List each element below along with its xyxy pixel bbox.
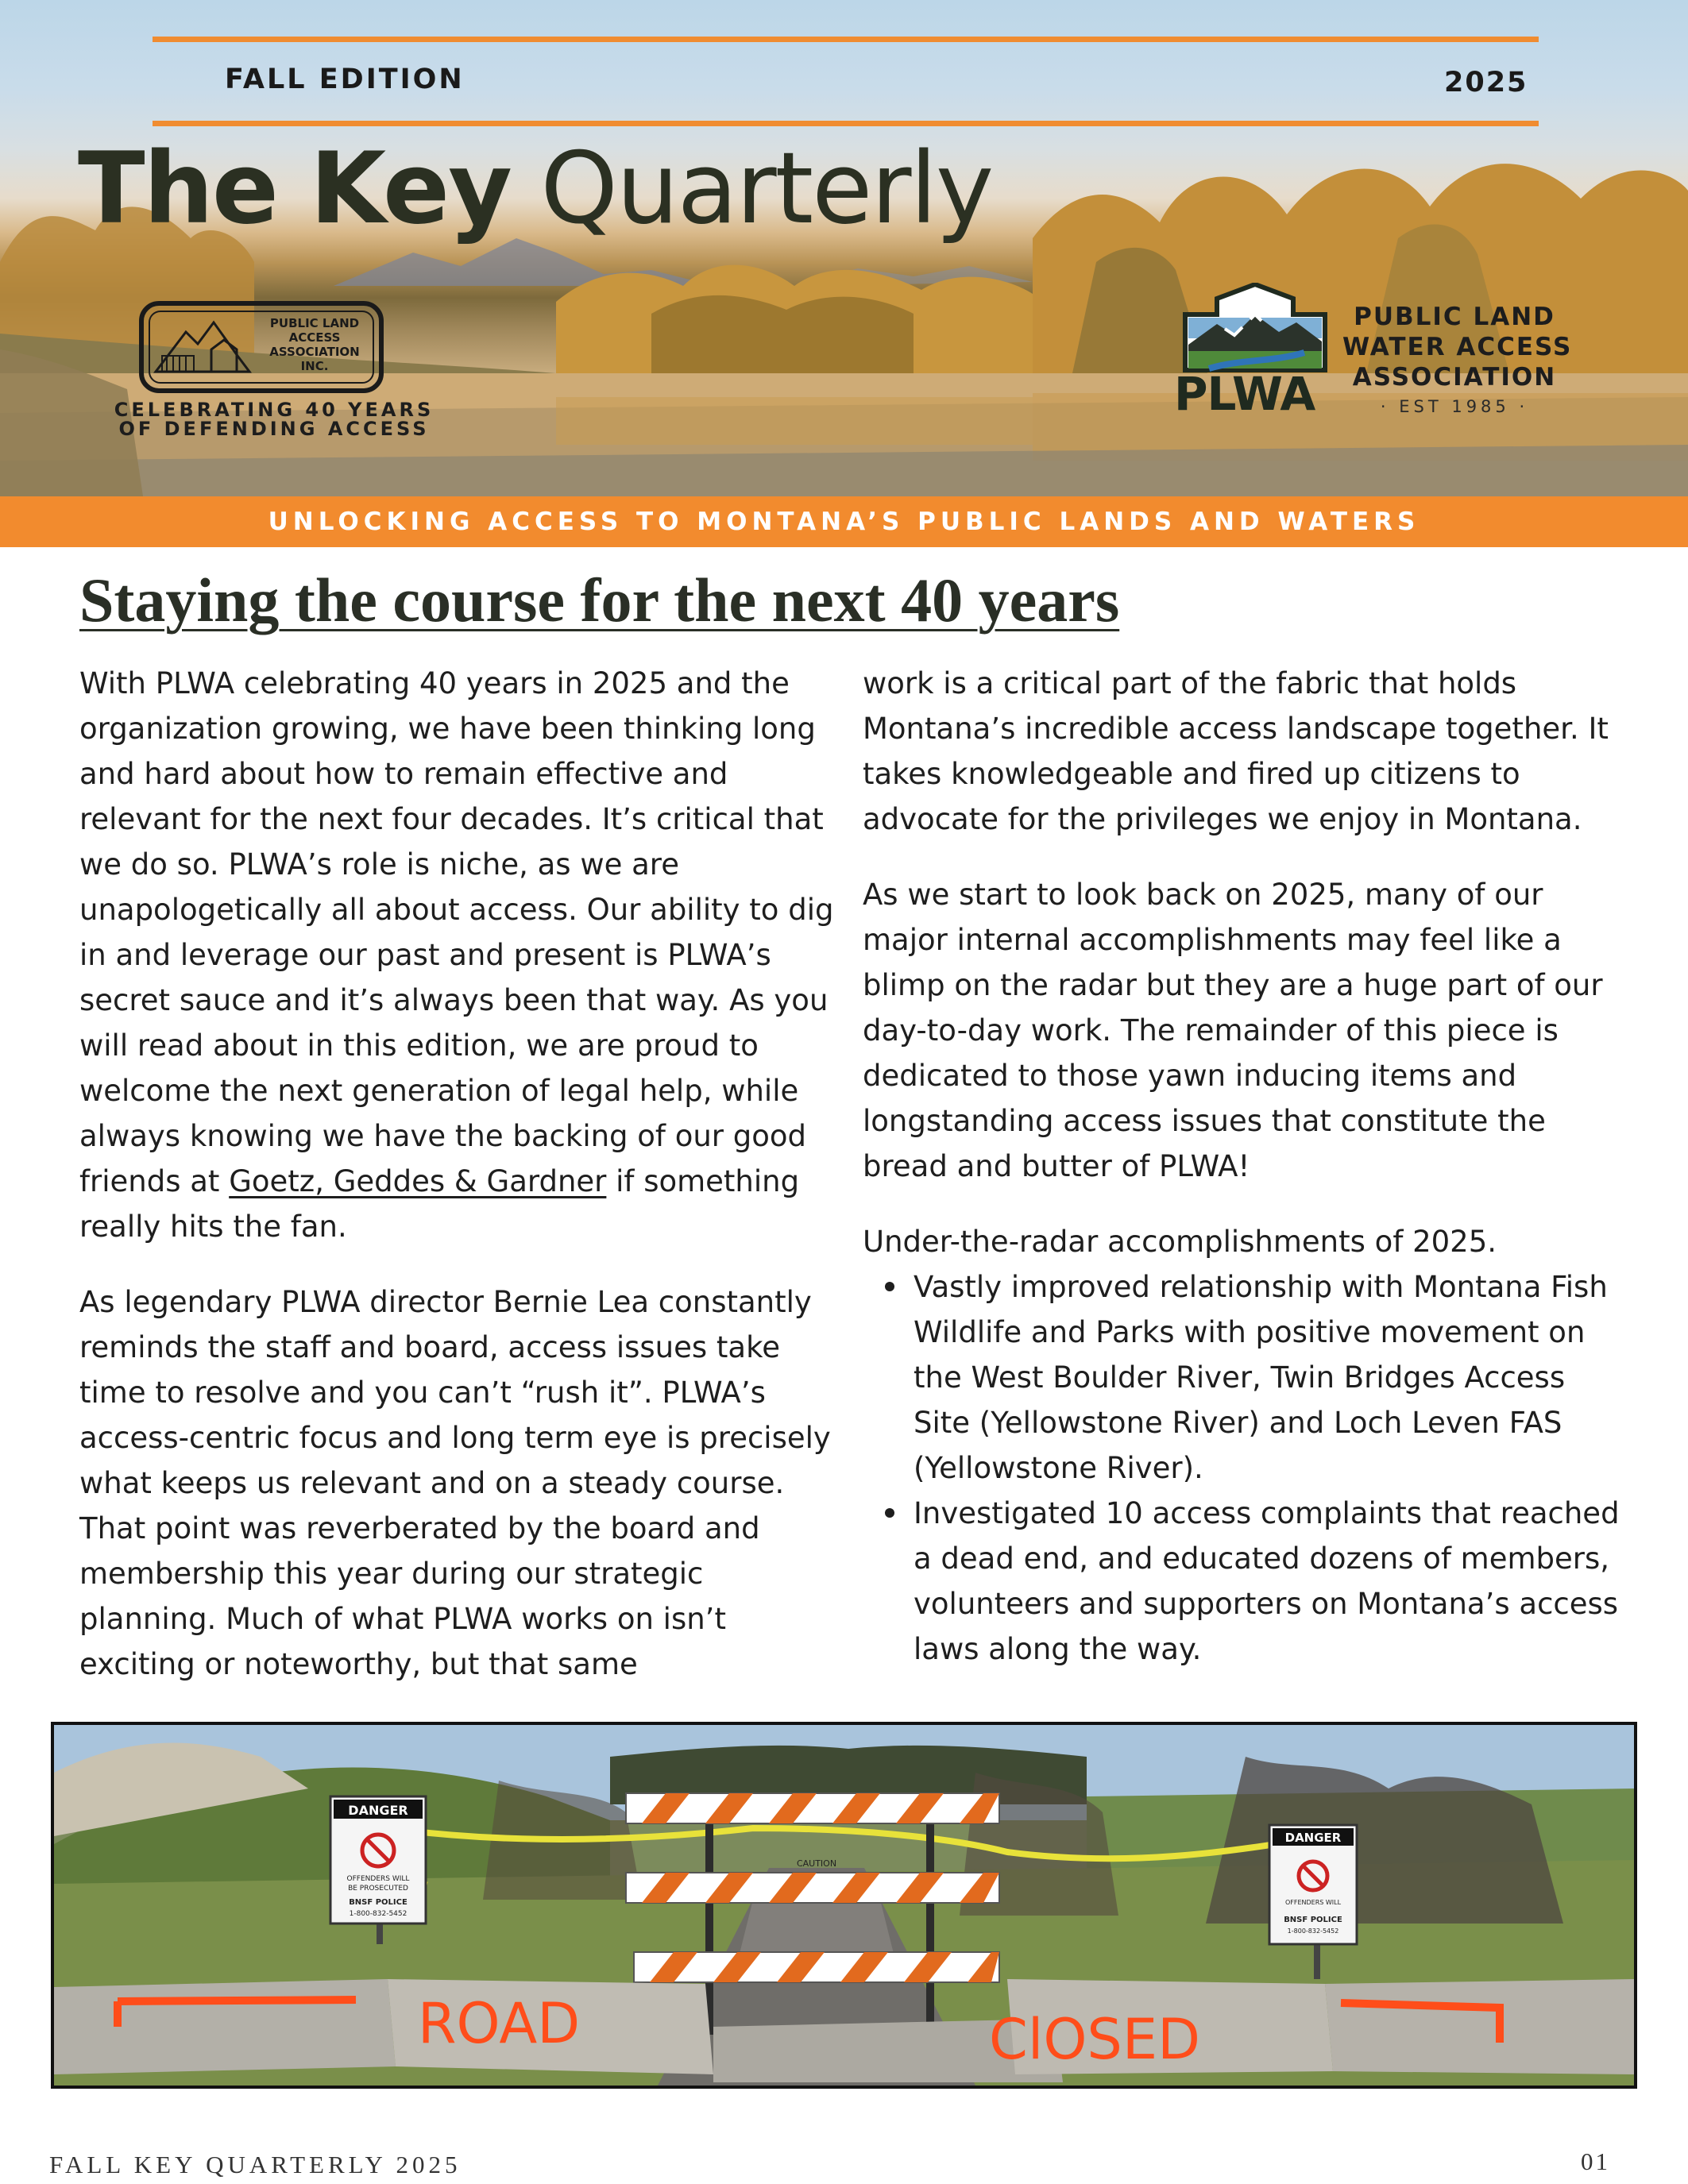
left-paragraph-1 — [79, 661, 842, 1249]
sign-right-line: OFFENDERS WILL — [1284, 1899, 1342, 1906]
tagline-bar: UNLOCKING ACCESS TO MONTANA’S PUBLIC LANDS AND WATERS — [0, 496, 1688, 547]
road-closed-photo — [51, 1722, 1637, 2089]
footer-publication: FALL KEY QUARTERLY 2025 — [49, 2151, 462, 2178]
left-paragraph-2: As legendary PLWA director Bernie Lea constantly reminds the staff and board, access issues take time to resolve and you can’t “rush it”. PLWA’s access-centric focus and long term eye is precisely what keeps us relevant and on a steady course. That point was reverberated by the board and membership this year during our strategic planning. Much of what PLWA works on isn’t exciting or noteworthy, but that same — [79, 1285, 831, 1681]
badge-line-3: ASSOCIATION — [269, 345, 360, 359]
plwa-full-name — [1342, 302, 1573, 392]
goetz-geddes-gardner-link[interactable]: Goetz, Geddes & Gardner — [229, 1164, 607, 1198]
plwa-wordmark: PLWA — [1174, 367, 1315, 421]
sign-left-line: BNSF POLICE — [349, 1898, 408, 1907]
plwa-name-line-1: PUBLIC LAND — [1354, 303, 1555, 331]
sign-right-line: BNSF POLICE — [1284, 1916, 1342, 1924]
article-column-left — [79, 661, 842, 1687]
caution-tape-text: CAUTION — [796, 1858, 837, 1869]
bottom-orange-rule — [153, 121, 1539, 126]
badge-line-4: INC. — [300, 359, 329, 373]
list-item: Vastly improved relationship with Montana Fish Wildlife and Parks with positive movement on the West Boulder River, Twin Bridges Access Site (Yellowstone River) and Loch Leven FAS (Yellowstone River). — [914, 1264, 1625, 1491]
accomplishments-list — [863, 1264, 1625, 1672]
list-item: Investigated 10 access complaints that reached a dead end, and educated dozens of members, volunteers and supporters on Montana’s access laws along the way. — [914, 1491, 1625, 1672]
celebrating-line-2: OF DEFENDING ACCESS — [118, 418, 430, 440]
header-banner — [0, 0, 1688, 496]
sign-left-line: OFFENDERS WILL — [346, 1875, 410, 1883]
badge-line-2: ACCESS — [288, 330, 341, 345]
title-light-part: Quarterly — [540, 132, 993, 246]
right-paragraph-2: As we start to look back on 2025, many of our major internal accomplishments may feel like a blimp on the radar but they are a huge part of our day-to-day work. The remainder of this piece is dedicated to those yawn inducing items and longstanding access issues that constitute the bread and butter of PLWA! — [863, 878, 1603, 1183]
left-p1-text-a: With PLWA celebrating 40 years in 2025 and the organization growing, we have been thinking long and hard about how to remain effective and relevant for the next four decades. It’s critical that we do so. PLWA’s role is niche, as we are unapologetically all about access. Our ability to dig in and leverage our past and present is PLWA’s secret sauce and it’s always been that way. As you will read about in this edition, we are proud to welcome the next generation of legal help, while always knowing we have the backing of our good friends at — [79, 666, 834, 1198]
plwa-name-line-3: ASSOCIATION — [1352, 363, 1557, 392]
plaa-40-years-logo — [138, 300, 384, 394]
right-paragraph-1: work is a critical part of the fabric that holds Montana’s incredible access landscape together. It takes knowledgeable and fired up citizens to advocate for the privileges we enjoy in Montana. — [863, 666, 1609, 836]
plwa-name-line-2: WATER ACCESS — [1342, 333, 1573, 361]
danger-sign-left-title: DANGER — [348, 1803, 408, 1818]
danger-sign-right-title: DANGER — [1284, 1831, 1342, 1845]
sign-left-line: 1-800-832-5452 — [349, 1910, 408, 1918]
newsletter-title — [78, 133, 992, 245]
page-number: 01 — [1581, 2147, 1610, 2175]
article-headline: Staying the course for the next 40 years — [79, 565, 1120, 635]
edition-year: 2025 — [1444, 67, 1528, 98]
left-p1-text-b: if something really hits the fan. — [79, 1164, 800, 1244]
spray-word-closed: ClOSED — [989, 2007, 1200, 2072]
plwa-established: · EST 1985 · — [1380, 397, 1529, 416]
sign-right-line: 1-800-832-5452 — [1287, 1927, 1339, 1935]
celebrating-line-1: CELEBRATING 40 YEARS — [114, 399, 435, 421]
title-bold-part: The Key — [78, 132, 511, 246]
article-column-right — [863, 661, 1625, 1672]
danger-sign-left — [330, 1796, 426, 1944]
badge-line-1: PUBLIC LAND — [269, 316, 360, 330]
sign-left-line: BE PROSECUTED — [348, 1885, 408, 1893]
edition-label: FALL EDITION — [225, 64, 465, 95]
spray-word-road: ROAD — [417, 1991, 581, 2056]
accomplishments-intro: Under-the-radar accomplishments of 2025. — [863, 1225, 1497, 1259]
celebrating-caption — [111, 400, 437, 438]
road-closed-scene — [54, 1725, 1634, 2086]
top-orange-rule — [153, 37, 1539, 42]
